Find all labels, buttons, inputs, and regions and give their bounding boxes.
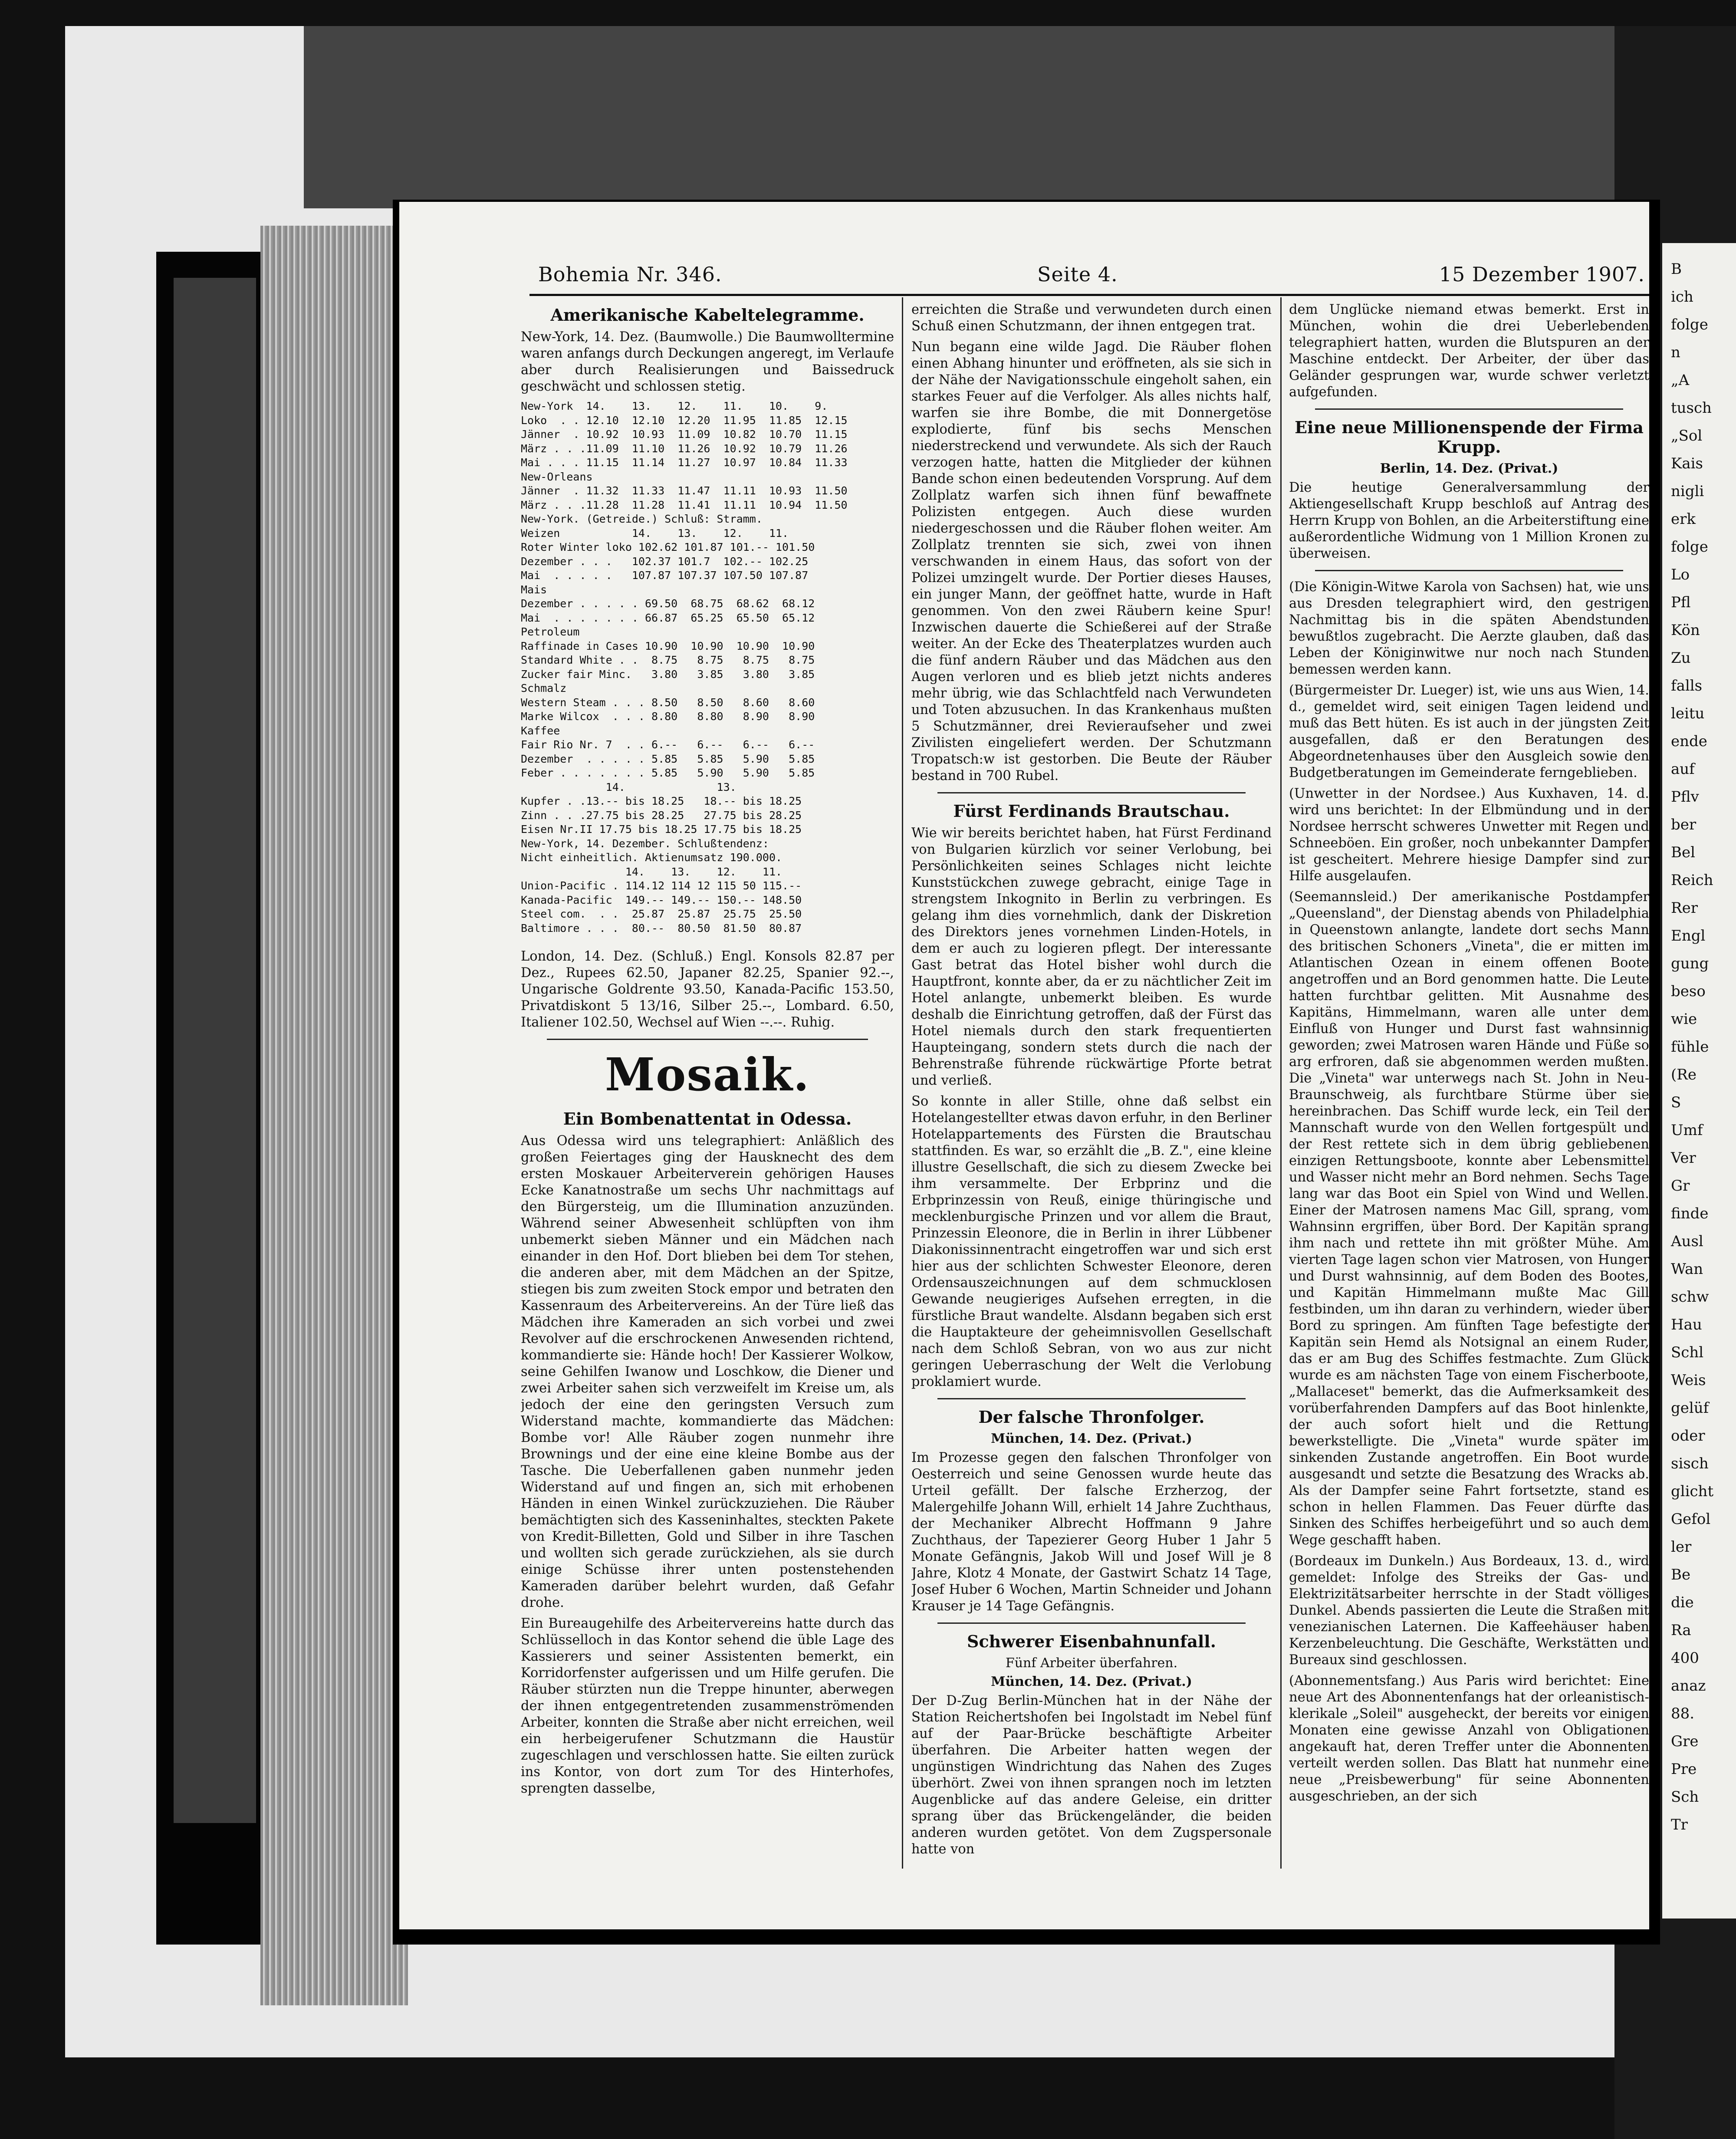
bomb-article-heading: Ein Bombenattentat in Odessa. <box>563 1109 852 1129</box>
adjacent-page-fragment: Ra <box>1671 1622 1691 1639</box>
news-item-bordeaux: (Bordeaux im Dunkeln.) Aus Bordeaux, 13. d., wird gemeldet: Infolge des Streiks der Gas- und Elektrizitätsarbeiter herrschte in der Stadt völliges Dunkel. Abends passierten die Leute die Straßen mit venezianischen Laternen. Die Kaffeehäuser haben Kerzenbeleuchtung. Die Geschäfte, Werkstätten und Bureaux sind geschlossen. <box>1289 1553 1649 1668</box>
market-line: Mais <box>521 583 547 596</box>
cable-heading: Amerikanische Kabeltelegramme. <box>550 305 865 325</box>
market-line: März . . .11.28 11.28 11.41 11.11 10.94 11.50 <box>521 498 848 511</box>
adjacent-page-fragment: Gr <box>1671 1177 1690 1195</box>
market-line: Baltimore . . . 80.-- 80.50 81.50 80.87 <box>521 921 802 935</box>
adjacent-page-fragment: Rer <box>1671 899 1698 917</box>
adjacent-page-fragment: Hau <box>1671 1316 1702 1333</box>
market-line: Zinn . . .27.75 bis 28.25 27.75 bis 28.25 <box>521 809 802 822</box>
adjacent-page-fragment: schw <box>1671 1288 1709 1306</box>
fuerst-heading: Fürst Ferdinands Brautschau. <box>953 801 1230 821</box>
market-line: Marke Wilcox . . . 8.80 8.80 8.90 8.90 <box>521 710 815 723</box>
news-item-abonnentenfang: (Abonnementsfang.) Aus Paris wird berichtet: Eine neue Art des Abonnentenfangs hat der orleanistisch-klerikale „Soleil" ausgeheckt, der bereits vor einigen Monaten eine gewisse Anzahl von Obligationen angekauft hat, deren Treffer unter die Abonnenten verteilt werden sollen. Das Blatt hat nunmehr eine neue „Preisbewerbung" für seine Abonnenten ausgeschrieben, an der sich <box>1289 1673 1649 1804</box>
market-line: Schmalz <box>521 682 567 694</box>
market-table <box>521 399 894 935</box>
market-line: Raffinade in Cases 10.90 10.90 10.90 10.90 <box>521 639 815 652</box>
section-rule <box>547 1039 868 1040</box>
fuerst-paragraph-2: So konnte in aller Stille, ohne daß selbst ein Hotelangestellter etwas davon erfuhr, in den Berliner Hotelappartements des Fürsten die Brautschau stattfinden. Es war, so erzählt die „B. Z.", eine kleine illustre Gesellschaft, die sich zu diesem Zwecke bei ihm versammelte. Der Erbprinz und die Erbprinzessin von Reuß, einige thüringische und mecklenburgische Prinzen und vor allem die Braut, Prinzessin Eleonore, die in Berlin in ihrer Lübbener Diakonissinnentracht eingetroffen war und sich erst hier aus der schlichten Schwester Eleonore, deren Ordensauszeichnungen auf dem schmucklosen Gewande neugieriges Aufsehen erregten, in die fürstliche Braut wandelte. Alsdann begaben sich erst die Hauptakteure der geheimnisvollen Gesellschaft nach dem Schloß Sebran, von wo aus zur nicht geringen Ueberraschung der Welt die Verlobung proklamiert wurde. <box>911 1094 1272 1389</box>
market-line: Mai . . . . . . . 66.87 65.25 65.50 65.12 <box>521 611 815 624</box>
column-1 <box>521 302 894 1908</box>
adjacent-page-fragment: „Sol <box>1671 427 1703 444</box>
column-separator <box>902 297 903 1869</box>
market-line: Dezember . . . . . 5.85 5.85 5.90 5.85 <box>521 752 815 765</box>
header-rule <box>529 294 1649 296</box>
adjacent-page-fragment: erk <box>1671 510 1696 528</box>
section-rule <box>937 1398 1246 1399</box>
market-line: März . . .11.09 11.10 11.26 10.92 10.79 11.26 <box>521 442 848 455</box>
market-line: Mai . . . 11.15 11.14 11.27 10.97 10.84 11.33 <box>521 456 848 469</box>
adjacent-page-fragment: Engl <box>1671 927 1706 944</box>
adjacent-page-fragment: Gre <box>1671 1733 1699 1750</box>
market-line: New-York 14. 13. 12. 11. 10. 9. <box>521 400 828 412</box>
cable-intro: New-York, 14. Dez. (Baumwolle.) Die Baumwolltermine waren anfangs durch Deckungen angeregt, im Verlaufe aber durch Realisierungen und Baissedruck geschwächt und schlossen stetig. <box>521 329 894 394</box>
adjacent-page-fragment: Zu <box>1671 649 1691 667</box>
thronfolger-paragraph: Im Prozesse gegen den falschen Thronfolger von Oesterreich und seine Genossen wurde heute das Urteil gefällt. Der falsche Erzherzog, der Malergehilfe Johann Will, erhielt 14 Jahre Zuchthaus, der Mechaniker Albrecht Hoffmann 9 Jahre Zuchthaus, der Tapezierer Georg Huber 1 Jahr 5 Monate Gefängnis, Jakob Will und Josef Will je 8 Jahre, Klotz 4 Monate, der Gastwirt Schatz 14 Tage, Josef Huber 6 Wochen, Martin Schneider und Johann Krauser je 14 Tage Gefängnis. <box>911 1450 1272 1614</box>
market-line: Petroleum <box>521 625 580 638</box>
book-spine-inner <box>174 278 256 1823</box>
adjacent-page-fragment: Schl <box>1671 1344 1704 1361</box>
adjacent-page-fragment: Lo <box>1671 566 1690 583</box>
market-line: Loko . . 12.10 12.10 12.20 11.95 11.85 12.15 <box>521 414 848 427</box>
market-line: Roter Winter loko 102.62 101.87 101.-- 101.50 <box>521 541 815 553</box>
news-item-lueger: (Bürgermeister Dr. Lueger) ist, wie uns aus Wien, 14. d., gemeldet wird, seit einigen Tagen leidend und muß das Bett hüten. Es ist auch in der jüngsten Zeit ausgefallen, daß er den Beratungen des Abgeordnetenhauses über den Ausgleich sowie den Budgetberatungen im Gemeinderate ferngeblieben. <box>1289 683 1649 780</box>
section-rule <box>1315 408 1623 410</box>
adjacent-page-fragment: beso <box>1671 983 1706 1000</box>
header-masthead: Bohemia Nr. 346. <box>538 263 722 286</box>
column-separator <box>1280 297 1282 1869</box>
eisenbahn-continuation: dem Unglücke niemand etwas bemerkt. Erst in München, wohin die drei Ueberlebenden telegraphiert hatten, wurden die Blutspuren an der Maschine entdeckt. Der Arbeiter, der über das Geländer gesprungen war, wurde schwer verletzt aufgefunden. <box>1289 302 1649 400</box>
adjacent-page-fragment: wie <box>1671 1010 1697 1028</box>
market-line: Dezember . . . . . 69.50 68.75 68.62 68.12 <box>521 597 815 610</box>
adjacent-page-fragment: „A <box>1671 372 1690 389</box>
adjacent-page-fragment: Pflv <box>1671 788 1699 806</box>
adjacent-page-fragment: B <box>1671 260 1682 278</box>
adjacent-page-fragment: Gefol <box>1671 1510 1711 1528</box>
adjacent-page-fragment: die <box>1671 1594 1694 1611</box>
news-item-nordsee: (Unwetter in der Nordsee.) Aus Kuxhaven, 14. d. wird uns berichtet: In der Elbmündung und in der Nordsee herrscht schweres Unwetter mit Regen und Schneeböen. Ein großer, noch unbekannter Dampfer ist gescheitert. Mehrere hiesige Dampfer sind zur Hilfe ausgelaufen. <box>1289 786 1649 884</box>
market-line: Weizen 14. 13. 12. 11. <box>521 527 789 540</box>
market-line: Eisen Nr.II 17.75 bis 18.25 17.75 bis 18.25 <box>521 823 802 836</box>
adjacent-page-fragment: gelüf <box>1671 1399 1709 1417</box>
adjacent-page-fragment: gung <box>1671 955 1709 972</box>
market-line: Mai . . . . . 107.87 107.37 107.50 107.87 <box>521 569 809 582</box>
market-line: New-York, 14. Dezember. Schlußtendenz: <box>521 837 769 850</box>
adjacent-page-fragment: Sch <box>1671 1788 1699 1806</box>
adjacent-page-fragment: finde <box>1671 1205 1709 1222</box>
adjacent-page-fragment: leitu <box>1671 705 1705 722</box>
adjacent-page-fragment: sisch <box>1671 1455 1709 1472</box>
adjacent-page-fragment: Pfl <box>1671 594 1691 611</box>
thronfolger-dateline: München, 14. Dez. (Privat.) <box>991 1431 1192 1446</box>
adjacent-page-fragment: fühle <box>1671 1038 1709 1056</box>
krupp-paragraph: Die heutige Generalversammlung der Aktiengesellschaft Krupp beschloß auf Antrag des Herrn Krupp von Bohlen, an die Arbeiterstiftung eine außerordentliche Widmung von 1 Million Kronen zu überweisen. <box>1289 480 1649 561</box>
adjacent-page-fragment: S <box>1671 1094 1681 1111</box>
adjacent-page-fragment: folge <box>1671 316 1708 333</box>
bomb-paragraph-2: Ein Bureaugehilfe des Arbeitervereins hatte durch das Schlüsselloch in das Kontor sehend die üble Lage des Kassierers und seiner Assistenten bemerkt, ein Korridorfenster aufgerissen und um Hilfe gerufen. Die Räuber stürzten nun die Treppe hinunter, aberwegen der ihnen entgegentretenden zusammenströmenden Arbeiter, konnten die Straße aber nicht erreichen, weil ein herbeigerufener Schutzmann die Haustür zugeschlagen und verschlossen hatte. Sie eilten zurück ins Kontor, von dort zum Tor des Hinterhofes, sprengten dasselbe, <box>521 1616 894 1796</box>
market-line: Kaffee <box>521 724 560 737</box>
adjacent-page-fragment: 88. <box>1671 1705 1695 1722</box>
adjacent-page-fragment: Weis <box>1671 1372 1706 1389</box>
header-page-number: Seite 4. <box>1037 263 1118 286</box>
adjacent-page-fragment: Kön <box>1671 622 1700 639</box>
adjacent-page-fragment: ber <box>1671 816 1697 833</box>
adjacent-page-fragment: ende <box>1671 733 1707 750</box>
market-line: Zucker fair Minc. 3.80 3.85 3.80 3.85 <box>521 668 815 681</box>
market-line: Standard White . . 8.75 8.75 8.75 8.75 <box>521 654 815 666</box>
adjacent-page-fragment: ich <box>1671 288 1693 306</box>
newspaper-page <box>399 202 1649 1929</box>
news-item-karola: (Die Königin-Witwe Karola von Sachsen) hat, wie uns aus Dresden telegraphiert wird, den gestrigen Nachmittag bis in die späten Abendstunden bewußtlos zugebracht. Die Aerzte glauben, daß das Leben der Königinwitwe nur noch nach Stunden bemessen werden kann. <box>1289 579 1649 677</box>
market-line: New-York. (Getreide.) Schluß: Stramm. <box>521 513 763 525</box>
market-line: 14. 13. <box>521 780 736 793</box>
adjacent-page-fragment: Kais <box>1671 455 1703 472</box>
adjacent-page-fragment: Tr <box>1671 1816 1688 1833</box>
adjacent-page-fragment: auf <box>1671 760 1695 778</box>
fuerst-paragraph-1: Wie wir bereits berichtet haben, hat Fürst Ferdinand von Bulgarien kürzlich vor seiner Verlobung, bei Persönlichkeiten seines Schlages nicht leichte Kunststückchen zuwege gebracht, einige Tage in strengstem Inkognito in Berlin zu verbringen. Es gelang ihm dies vornehmlich, dank der Diskretion des Direktors jenes vornehmen Linden-Hotels, in dem er auch zu logieren pflegt. Der interessante Gast betrat das Hotel bisher wohl durch die Hauptfront, konnte aber, da er zu nächtlicher Zeit im Hotel anlangte, unbemerkt bleiben. Es wurde deshalb die Einrichtung getroffen, daß der Fürst das Hotel niemals durch den stark frequentierten Haupteingang, sondern stets durch die nach der Behrenstraße führende rückwärtige Pforte betrat und verließ. <box>911 826 1272 1088</box>
market-line: Kanada-Pacific 149.-- 149.-- 150.-- 148.50 <box>521 893 802 906</box>
section-rule <box>937 1622 1246 1624</box>
adjacent-page-fragment: 400 <box>1671 1649 1699 1667</box>
adjacent-page-fragment: Be <box>1671 1566 1691 1583</box>
market-line: 14. 13. 12. 11. <box>521 865 783 878</box>
market-line: Union-Pacific . 114.12 114 12 115 50 115.-- <box>521 879 802 892</box>
bomb-continuation-2: Nun begann eine wilde Jagd. Die Räuber flohen einen Abhang hinunter und eröffneten, als sie sich in der Nähe der Navigationsschule eingeholt sahen, ein starkes Feuer auf die Verfolger. Als alles nichts half, warfen sie ihre Bombe, die mit Donnergetöse explodierte, fünf bis sechs Menschen niederstreckend und verwundete. Als sich der Rauch verzogen hatte, hatten die Mitglieder der kühnen Bande schon einen bedeutenden Vorsprung. Auf dem Zollplatz warfen sich ihnen fünf bewaffnete Polizisten entgegen. Auch diese wurden niedergeschossen und die Räuber flohen weiter. Am Zollplatz trennten sie sich, zwei von ihnen verschwanden in einem Haus, das sofort von der Polizei umzingelt wurde. Der Portier dieses Hauses, ein junger Mann, der geöffnet hatte, wurde in Haft genommen. Von den zwei Räubern keine Spur! Inzwischen dauerte die Schießerei auf der Straße weiter. An der Ecke des Theaterplatzes wurden auch die fünf andern Räuber und das Mädchen aus den Augen verloren und es blieb jetzt nichts anderes mehr übrig, wie das Schlachtfeld nach Verwundeten und Toten abzusuchen. In das Krankenhaus mußten 5 Schutzmänner, drei Revieraufseher und zwei Zivilisten eingeliefert werden. Der Schutzmann Tropatsch:w ist gestorben. Die Beute der Räuber bestand in 700 Rubel. <box>911 339 1272 783</box>
market-line: Fair Rio Nr. 7 . . 6.-- 6.-- 6.-- 6.-- <box>521 738 815 751</box>
adjacent-page-fragment: Ausl <box>1671 1233 1703 1250</box>
market-line: New-Orleans <box>521 470 593 483</box>
adjacent-page-fragment: ler <box>1671 1538 1692 1556</box>
london-report: London, 14. Dez. (Schluß.) Engl. Konsols 82.87 per Dez., Rupees 62.50, Japaner 82.25, Spanier 92.--, Ungarische Goldrente 93.50, Kanada-Pacific 153.50, Privatdiskont 5 13/16, Silber 25.--, Lombard. 6.50, Italiener 102.50, Wechsel auf Wien --.--. Ruhig. <box>521 949 894 1030</box>
background-shadow <box>304 26 1693 208</box>
market-line: Steel com. . . 25.87 25.87 25.75 25.50 <box>521 908 802 920</box>
eisenbahn-subheading: Fünf Arbeiter überfahren. <box>1005 1655 1178 1671</box>
market-line: Nicht einheitlich. Aktienumsatz 190.000. <box>521 851 783 864</box>
page-header <box>538 263 1649 293</box>
adjacent-page-fragment: Wan <box>1671 1260 1703 1278</box>
column-3 <box>1289 302 1649 1908</box>
adjacent-page-fragment: folge <box>1671 538 1708 556</box>
section-rule <box>1315 570 1623 571</box>
eisenbahn-dateline: München, 14. Dez. (Privat.) <box>991 1674 1192 1689</box>
column-2 <box>911 302 1272 1908</box>
adjacent-page <box>1662 243 1736 1919</box>
market-line: Jänner . 11.32 11.33 11.47 11.11 10.93 11.50 <box>521 484 848 497</box>
adjacent-page-fragment: (Re <box>1671 1066 1697 1083</box>
section-rule <box>937 792 1246 793</box>
adjacent-page-fragment: Reich <box>1671 872 1713 889</box>
adjacent-page-fragment: Umf <box>1671 1122 1703 1139</box>
eisenbahn-heading: Schwerer Eisenbahnunfall. <box>967 1632 1216 1651</box>
adjacent-page-fragment: oder <box>1671 1427 1705 1445</box>
adjacent-page-fragment: Bel <box>1671 844 1695 861</box>
adjacent-page-fragment: Pre <box>1671 1761 1697 1778</box>
krupp-dateline: Berlin, 14. Dez. (Privat.) <box>1380 461 1558 476</box>
market-line: Jänner . 10.92 10.93 11.09 10.82 10.70 11.15 <box>521 428 848 441</box>
adjacent-page-fragment: anaz <box>1671 1677 1706 1695</box>
market-line: Dezember . . . 102.37 101.7 102.-- 102.25 <box>521 555 809 568</box>
adjacent-page-fragment: glicht <box>1671 1483 1714 1500</box>
bomb-paragraph-1: Aus Odessa wird uns telegraphiert: Anläßlich des großen Feiertages ging der Hausknecht des dem ersten Moskauer Arbeiterverein gehörigen Hauses Ecke Kanatnostraße um sechs Uhr nachmittags auf den Bürgersteig, um die Illumination anzuzünden. Während seiner Abwesenheit schlüpften von ihm unbemerkt sieben Männer und ein Mädchen nach einander in den Hof. Dort blieben bei dem Tor stehen, die anderen aber, mit dem Mädchen an der Spitze, stiegen bis zum zweiten Stock empor und betraten den Kassenraum des Arbeitervereins. An der Türe ließ das Mädchen ihre Kameraden an sich vorbei und zwei Revolver auf die erschrockenen Anwesenden richtend, kommandierte sie: Hände hoch! Der Kassierer Wolkow, seine Gehilfen Iwanow und Loschkow, die Diener und zwei Arbeiter sahen sich verzweifelt im Kreise um, als jedoch der eine den geringsten Versuch zum Widerstand machte, kommandierte das Mädchen: Bombe vor! Alle Räuber zogen nunmehr ihre Brownings und der eine eine kleine Bombe aus der Tasche. Die Ueberfallenen gaben nunmehr jeden Widerstand auf und fingen an, sich mit erhobenen Händen in einen Winkel zurückzuziehen. Die Räuber bemächtigten sich des Kasseninhaltes, steckten Pakete von Kredit-Billetten, Gold und Silber in ihre Taschen und wollten sich gerade zurückziehen, als sie durch einige Schüsse ihrer unten postenstehenden Kameraden darüber belehrt wurden, daß Gefahr drohe. <box>521 1133 894 1610</box>
adjacent-page-fragment: n <box>1671 344 1680 361</box>
market-line: Feber . . . . . . . 5.85 5.90 5.90 5.85 <box>521 767 815 779</box>
mosaik-heading: Mosaik. <box>605 1048 810 1101</box>
header-date: 15 Dezember 1907. <box>1439 263 1645 286</box>
krupp-heading: Eine neue Millionenspende der Firma Krupp. <box>1295 418 1644 457</box>
page-edges <box>260 226 408 2005</box>
thronfolger-heading: Der falsche Thronfolger. <box>978 1407 1205 1427</box>
adjacent-page-fragment: Ver <box>1671 1149 1696 1167</box>
bomb-continuation-1: erreichten die Straße und verwundeten durch einen Schuß einen Schutzmann, der ihnen entgegen trat. <box>911 302 1272 334</box>
adjacent-page-fragment: tusch <box>1671 399 1712 417</box>
eisenbahn-paragraph: Der D-Zug Berlin-München hat in der Nähe der Station Reichertshofen bei Ingolstadt im Nebel fünf auf der Paar-Brücke beschäftigte Arbeiter überfahren. Die Arbeiter hatten wegen der ungünstigen Windrichtung das Nahen des Zuges überhört. Zwei von ihnen sprangen noch im letzten Augenblicke auf das andere Geleise, ein dritter sprang über das Brückengeländer, die beiden anderen wurden getötet. Von dem Zugspersonale hatte von <box>911 1693 1272 1857</box>
adjacent-page-fragment: falls <box>1671 677 1703 694</box>
market-line: Western Steam . . . 8.50 8.50 8.60 8.60 <box>521 696 815 709</box>
market-line: Kupfer . .13.-- bis 18.25 18.-- bis 18.25 <box>521 795 802 807</box>
news-item-seemannsleid: (Seemannsleid.) Der amerikanische Postdampfer „Queensland", der Dienstag abends von Philadelphia in Queenstown anlangte, landete dort sechs Mann des britischen Schoners „Vineta", die er mitten im Atlantischen Ozean in einem offenen Boote angetroffen und an Bord genommen hatte. Die Leute hatten furchtbar gelitten. Mit Ausnahme des Kapitäns, Himmelmann, waren alle unter dem Einfluß von Hunger und Durst fast wahnsinnig geworden; zwei Matrosen waren Hände und Füße so arg erfroren, daß sie abgenommen werden mußten. Die „Vineta" war unterwegs nach St. John in Neu-Braunschweig, als furchtbare Stürme über sie hereinbrachen. Das Schiff wurde leck, ein Teil der Mannschaft wurde von den Wellen fortgespült und der Rest rettete sich in dem übrig gebliebenen einzigen Rettungsboote, konnte aber Lebensmittel und Wasser nicht mehr an Bord nehmen. Sechs Tage lang war das Boot ein Spiel von Wind und Wellen. Einer der Matrosen namens Mac Gill, sprang, vom Wahnsinn ergriffen, über Bord. Der Kapitän sprang ihm nach und rettete ihn mit größter Mühe. Am vierten Tage lagen schon vier Matrosen, von Hunger und Durst wahnsinnig, auf dem Boden des Bootes, und Kapitän Himmelmann mußte Mac Gill festbinden, um ihn daran zu verhindern, wieder über Bord zu springen. Am fünften Tage befestigte der Kapitän sein Hemd als Notsignal an einem Ruder, das er am Bug des Schiffes festmachte. Zum Glück wurde es am nächsten Tage von einem Fischerboote, „Mallaceset" bemerkt, das die Aufmerksamkeit des vorüberfahrenden Dampfers auf das Boot hinlenkte, der auch sofort hielt und die Rettung bewerkstelligte. Die „Vineta" wurde später im sinkenden Zustande angetroffen. Ein Boot wurde ausgesandt und setzte die Besatzung des Wracks ab. Als der Dampfer seine Fahrt fortsetzte, stand es schon in hellen Flammen. Das Feuer dürfte das Sinken des Schiffes herbeigeführt und so auch dem Wege geschafft haben. <box>1289 889 1649 1548</box>
adjacent-page-fragment: nigli <box>1671 483 1704 500</box>
